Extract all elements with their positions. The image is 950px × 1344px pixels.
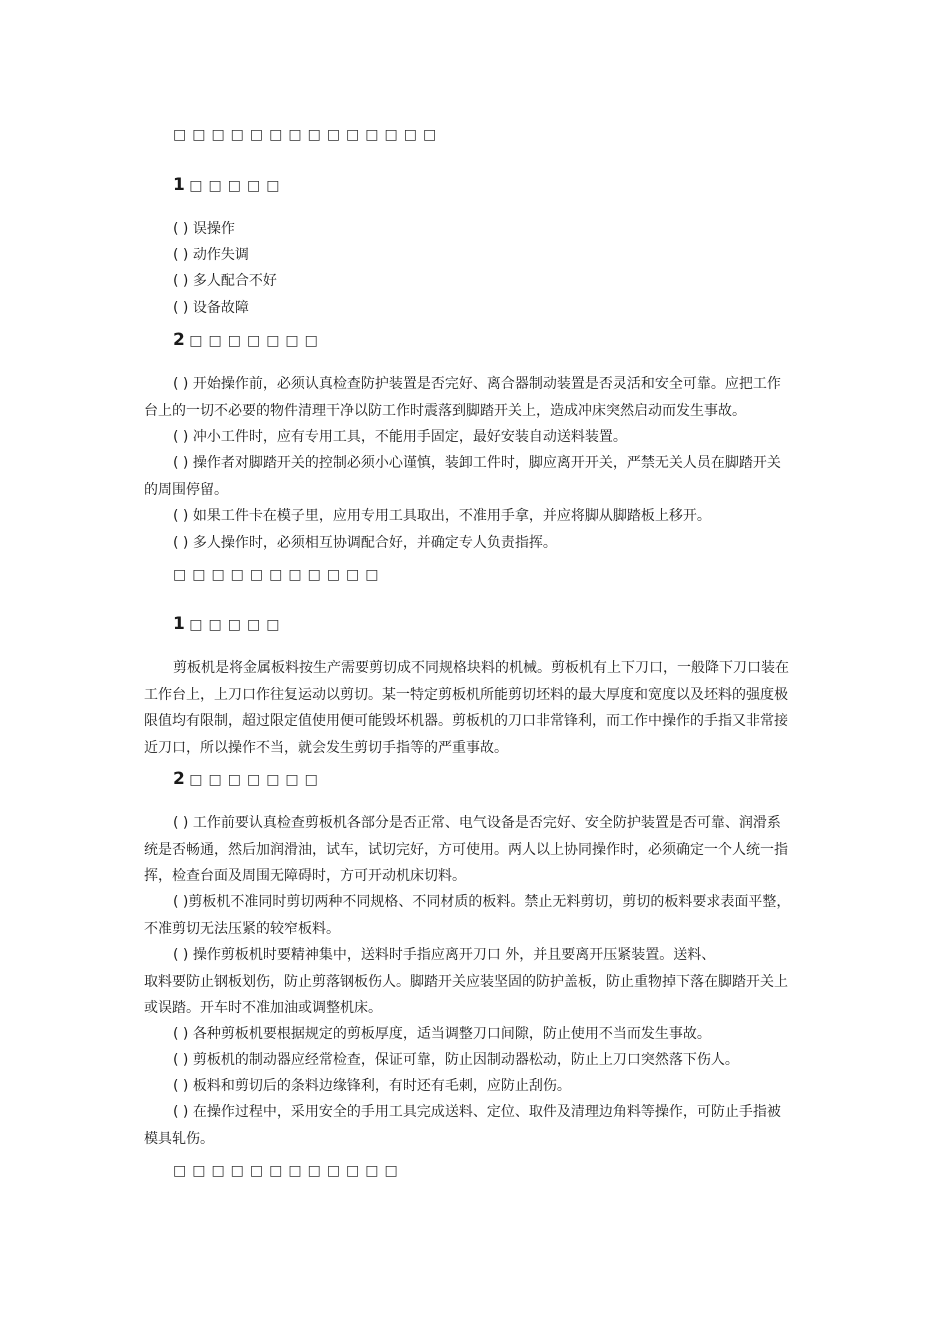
section1-heading-1	[173, 172, 285, 199]
rule-paragraph	[144, 1099, 810, 1152]
rule-line: 或误踏。开车时不准加油或调整机床。	[144, 1000, 382, 1016]
title-placeholder-glyphs: □□□□□□□□□□□□□□	[173, 127, 443, 143]
rule-line: 模具轧伤。	[144, 1130, 214, 1147]
rule-line: ( ) 操作者对脚踏开关的控制必须小心谨慎，装卸工件时，脚应离开开关，严禁无关人员在脚踏开关	[173, 455, 781, 471]
rule-line: ( ) 操作剪板机时要精神集中，送料时手指应离开刀口 外，并且要离开压紧装置。送料、	[173, 947, 716, 963]
list-item: ( ) 误操作	[173, 221, 235, 237]
rule-line: ( ) 如果工件卡在模子里，应用专用工具取出，不准用手拿，并应将脚从脚踏板上移开。	[173, 508, 711, 524]
rule-line: ( ) 板料和剪切后的条料边缘锋利，有时还有毛刺，应防止刮伤。	[173, 1078, 571, 1094]
rule-paragraph	[144, 889, 810, 942]
rule-paragraph	[144, 530, 810, 557]
section1-title	[173, 122, 442, 148]
rule-paragraph	[144, 503, 810, 530]
intro-line: 近刀口，所以操作不当，就会发生剪切手指等的严重事故。	[144, 739, 508, 756]
intro-line: 工作台上，上刀口作往复运动以剪切。某一特定剪板机所能剪切坯料的最大厚度和宽度以及坯料的强度极	[144, 686, 788, 703]
rule-paragraph	[144, 450, 810, 503]
list-item: ( ) 设备故障	[173, 300, 249, 316]
rule-line: ( ) 多人操作时，必须相互协调配合好，并确定专人负责指挥。	[173, 535, 557, 551]
rule-line: 挥，检查台面及周围无障碍时，方可开动机床切料。	[144, 868, 466, 884]
rule-line: ( ) 冲小工件时，应有专用工具，不能用手固定，最好安装自动送料装置。	[173, 429, 627, 445]
rule-line: 取料要防止钢板划伤，防止剪落钢板伤人。脚踏开关应装坚固的防护盖板，防止重物掉下落在脚踏开关上	[144, 973, 788, 990]
rule-line: 台上的一切不必要的物件清理干净以防工作时震落到脚踏开关上，造成冲床突然启动而发生事故。	[144, 402, 746, 419]
heading-number: 2	[173, 769, 185, 789]
section1-heading-2	[173, 327, 324, 354]
rule-line: 不准剪切无法压紧的较窄板料。	[144, 920, 340, 937]
rule-line: ( ) 在操作过程中，采用安全的手用工具完成送料、定位、取件及清理边角料等操作，可防止手指被	[173, 1104, 781, 1120]
section2-heading-1	[173, 611, 285, 638]
rule-paragraph	[144, 1047, 810, 1074]
section3-title	[173, 1158, 404, 1184]
list-item: ( ) 多人配合不好	[173, 273, 277, 289]
rule-line: ( ) 剪板机的制动器应经常检查，保证可靠，防止因制动器松动，防止上刀口突然落下伤人。	[173, 1052, 739, 1068]
rule-line: ( ) 开始操作前，必须认真检查防护装置是否完好、离合器制动装置是否灵活和安全可靠。应把工作	[173, 376, 781, 392]
heading-number: 1	[173, 614, 185, 634]
rule-paragraph	[144, 942, 810, 1022]
rule-paragraph	[144, 1073, 810, 1100]
list-item: ( ) 动作失调	[173, 247, 249, 263]
rule-paragraph	[144, 371, 810, 424]
heading-number: 2	[173, 330, 185, 350]
rule-line: ( )剪板机不准同时剪切两种不同规格、不同材质的板料。禁止无料剪切，剪切的板料要求表面平整，	[173, 894, 791, 910]
rule-line: 的周围停留。	[144, 481, 228, 498]
intro-paragraph	[144, 655, 810, 761]
rule-paragraph	[144, 424, 810, 451]
heading-placeholder-glyphs: □□□□□	[189, 617, 286, 633]
rule-line: 统是否畅通，然后加润滑油，试车，试切完好，方可使用。两人以上协同操作时，必须确定一个人统一指	[144, 841, 788, 858]
intro-line: 限值均有限制，超过限定值使用便可能毁坏机器。剪板机的刀口非常锋利，而工作中操作的手指又非常接	[144, 713, 788, 729]
rule-paragraph	[144, 810, 810, 890]
heading-number: 1	[173, 175, 185, 195]
section2-title	[173, 562, 385, 588]
rule-paragraph	[144, 1021, 810, 1048]
heading-placeholder-glyphs: □□□□□□□	[189, 772, 324, 788]
title-placeholder-glyphs: □□□□□□□□□□□	[173, 567, 385, 583]
rule-line: ( ) 工作前要认真检查剪板机各部分是否正常、电气设备是否完好、安全防护装置是否可靠、润滑系	[173, 815, 781, 831]
intro-line: 剪板机是将金属板料按生产需要剪切成不同规格块料的机械。剪板机有上下刀口，一般降下刀口装在	[173, 660, 789, 676]
title-placeholder-glyphs: □□□□□□□□□□□□	[173, 1163, 404, 1179]
heading-placeholder-glyphs: □□□□□□□	[189, 333, 324, 349]
section2-heading-2	[173, 766, 324, 793]
rule-line: ( ) 各种剪板机要根据规定的剪板厚度，适当调整刀口间隙，防止使用不当而发生事故。	[173, 1026, 711, 1042]
heading-placeholder-glyphs: □□□□□	[189, 178, 286, 194]
